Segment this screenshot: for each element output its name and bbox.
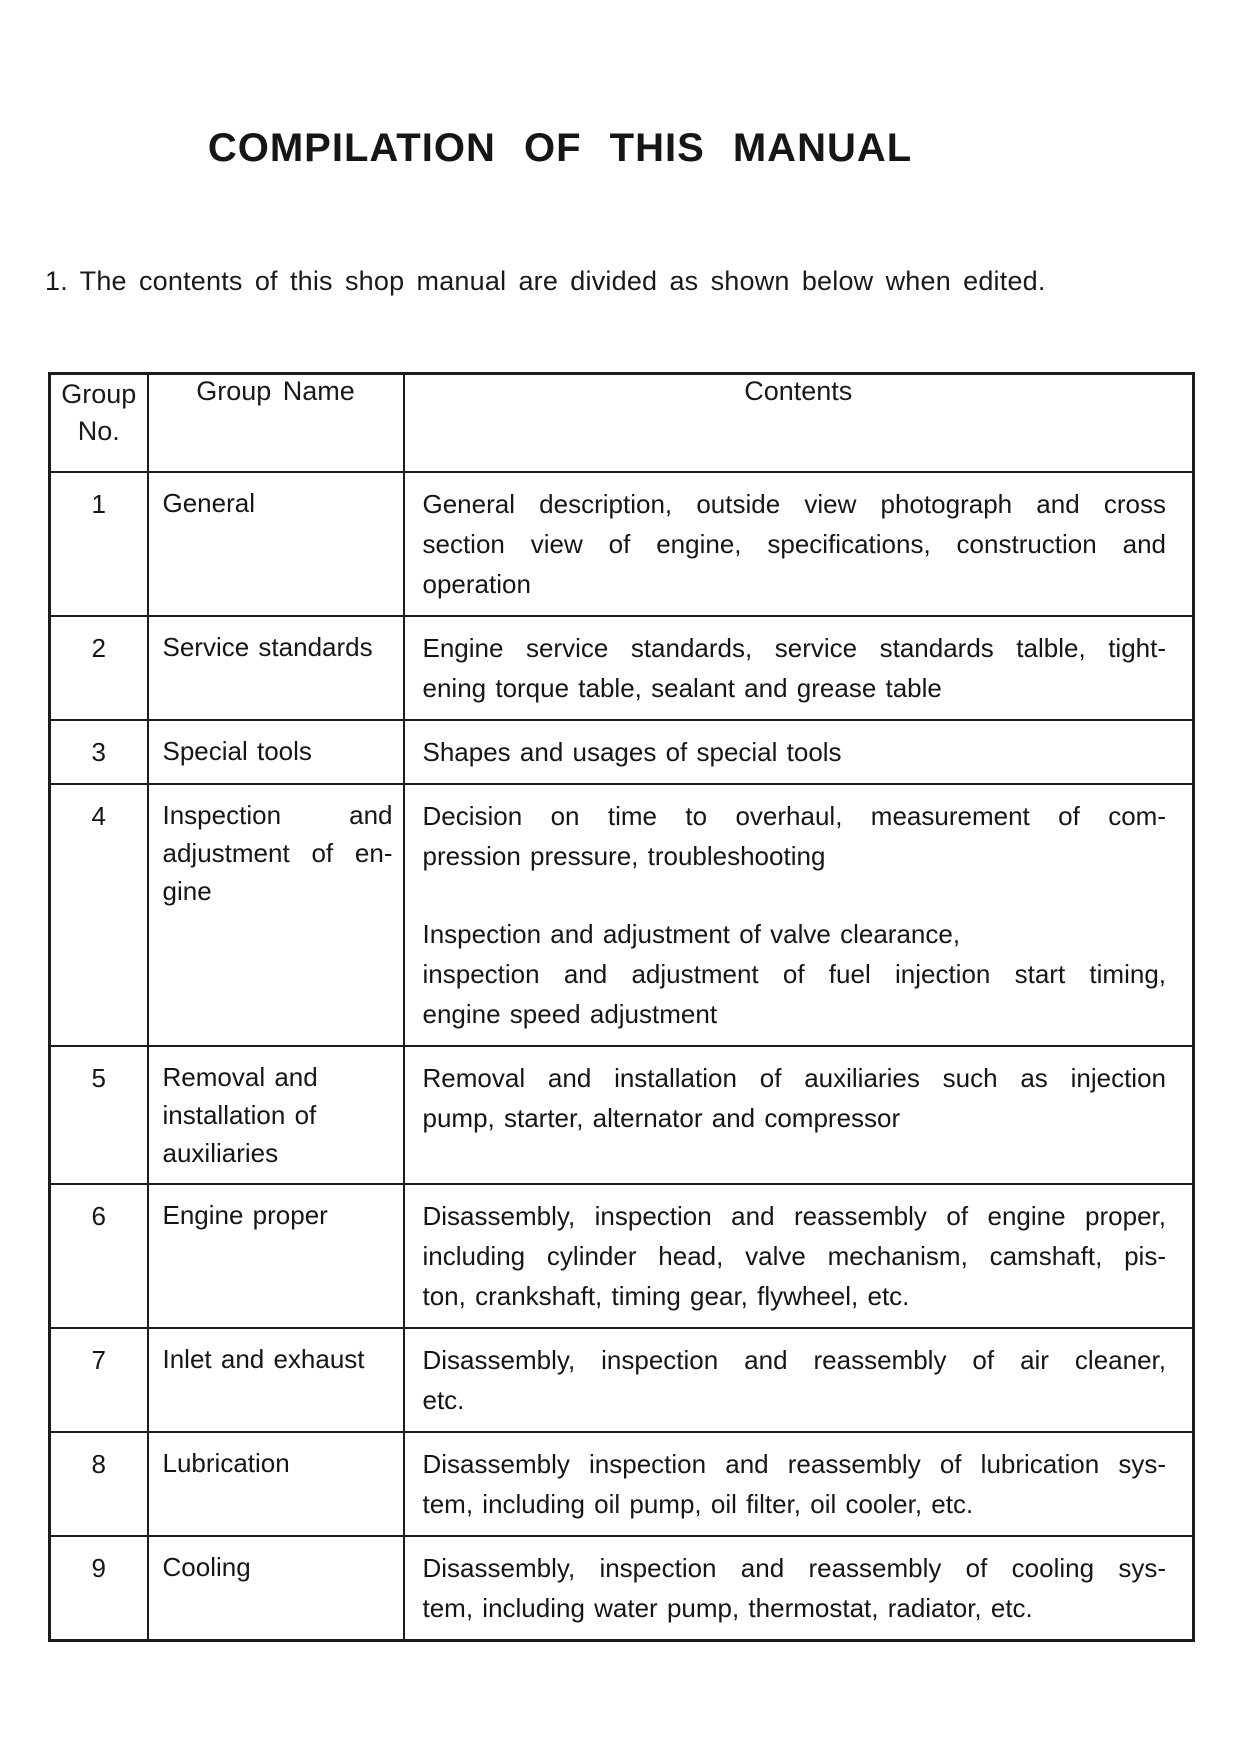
group-name-line: Inspection and [162, 800, 393, 830]
group-name-line: auxiliaries [162, 1138, 279, 1168]
contents-cell [404, 1432, 1194, 1536]
contents-line: ening torque table, sealant and grease table [422, 673, 942, 703]
contents-line: engine speed adjustment [422, 999, 718, 1029]
group-name-line: adjustment of en- [162, 838, 393, 868]
contents-paragraph [423, 1444, 1167, 1524]
group-name-cell [148, 1536, 404, 1641]
contents-line: Shapes and usages of special tools [422, 737, 842, 767]
group-name-line: gine [162, 876, 212, 906]
group-no-cell: 2 [50, 616, 148, 720]
contents-cell [404, 784, 1194, 1046]
group-name-cell [148, 1328, 404, 1432]
contents-line: section view of engine, specifications, construction and [422, 529, 1166, 559]
intro-paragraph: 1. The contents of this shop manual are divided as shown below when edited. [45, 266, 1046, 296]
group-name-line: Service standards [162, 632, 373, 662]
contents-line: Disassembly inspection and reassembly of lubrication sys- [422, 1449, 1166, 1479]
contents-line: Disassembly, inspection and reassembly of engine proper, [422, 1201, 1166, 1231]
contents-paragraph [423, 1196, 1167, 1316]
contents-line: Disassembly, inspection and reassembly of cooling sys- [422, 1553, 1166, 1583]
contents-line: operation [422, 569, 531, 599]
contents-paragraph [423, 484, 1167, 604]
contents-line: Inspection and adjustment of valve clearance, [422, 919, 961, 949]
contents-line: tem, including water pump, thermostat, radiator, etc. [422, 1593, 1033, 1623]
contents-line: Engine service standards, service standards talble, tight- [422, 633, 1166, 663]
table-row [50, 784, 1194, 1046]
contents-line: etc. [422, 1385, 465, 1415]
contents-paragraph [423, 914, 1167, 1034]
group-no-cell: 6 [50, 1184, 148, 1328]
contents-line: tem, including oil pump, oil filter, oil cooler, etc. [422, 1489, 974, 1519]
group-name-line: Engine proper [162, 1200, 328, 1230]
group-no-cell: 5 [50, 1046, 148, 1184]
group-no-cell: 8 [50, 1432, 148, 1536]
contents-line: pression pressure, troubleshooting [422, 841, 826, 871]
group-name-cell [148, 1046, 404, 1184]
table-row [50, 1328, 1194, 1432]
contents-cell [404, 472, 1194, 616]
contents-cell [404, 720, 1194, 784]
header-group-no-line1: Group [61, 379, 137, 409]
table-row [50, 472, 1194, 616]
header-group-no [50, 374, 148, 473]
contents-paragraph [423, 1548, 1167, 1628]
contents-paragraph [423, 796, 1167, 876]
group-name-cell [148, 1432, 404, 1536]
contents-line: General description, outside view photograph and cross [422, 489, 1166, 519]
table-row [50, 720, 1194, 784]
group-name-line: Cooling [162, 1552, 251, 1582]
group-name-line: Removal and [162, 1062, 318, 1092]
contents-line: ton, crankshaft, timing gear, flywheel, etc. [422, 1281, 910, 1311]
contents-cell [404, 1328, 1194, 1432]
contents-line: Removal and installation of auxiliaries such as injection [422, 1063, 1166, 1093]
table-row [50, 1046, 1194, 1184]
group-name-cell [148, 1184, 404, 1328]
contents-line: including cylinder head, valve mechanism, camshaft, pis- [422, 1241, 1166, 1271]
contents-line: inspection and adjustment of fuel injection start timing, [422, 959, 1166, 989]
table-row [50, 616, 1194, 720]
contents-cell [404, 1536, 1194, 1641]
contents-cell [404, 1046, 1194, 1184]
table-row [50, 1432, 1194, 1536]
contents-paragraph [423, 628, 1167, 708]
contents-cell [404, 1184, 1194, 1328]
table-header [50, 374, 1194, 473]
table-body [50, 472, 1194, 1641]
group-name-cell [148, 720, 404, 784]
contents-line: Decision on time to overhaul, measurement of com- [422, 801, 1166, 831]
header-contents: Contents [404, 374, 1194, 473]
group-name-line: Lubrication [162, 1448, 290, 1478]
group-name-line: Special tools [162, 736, 312, 766]
group-name-line: General [162, 488, 255, 518]
group-no-cell: 3 [50, 720, 148, 784]
group-name-line: installation of [162, 1100, 317, 1130]
contents-line: Disassembly, inspection and reassembly of air cleaner, [422, 1345, 1166, 1375]
group-name-cell [148, 784, 404, 1046]
table-row [50, 1536, 1194, 1641]
group-no-cell: 9 [50, 1536, 148, 1641]
header-group-name: Group Name [148, 374, 404, 473]
group-no-cell: 1 [50, 472, 148, 616]
group-name-cell [148, 616, 404, 720]
page-title: COMPILATION OF THIS MANUAL [207, 126, 913, 170]
table-row [50, 1184, 1194, 1328]
group-no-cell: 4 [50, 784, 148, 1046]
contents-cell [404, 616, 1194, 720]
group-name-line: Inlet and exhaust [162, 1344, 365, 1374]
contents-paragraph [423, 1058, 1167, 1138]
header-row [50, 374, 1194, 473]
compilation-table [48, 372, 1195, 1642]
group-name-cell [148, 472, 404, 616]
contents-line: pump, starter, alternator and compressor [422, 1103, 901, 1133]
header-group-no-line2: No. [77, 416, 120, 446]
group-no-cell: 7 [50, 1328, 148, 1432]
contents-paragraph [423, 732, 1167, 772]
contents-paragraph [423, 1340, 1167, 1420]
